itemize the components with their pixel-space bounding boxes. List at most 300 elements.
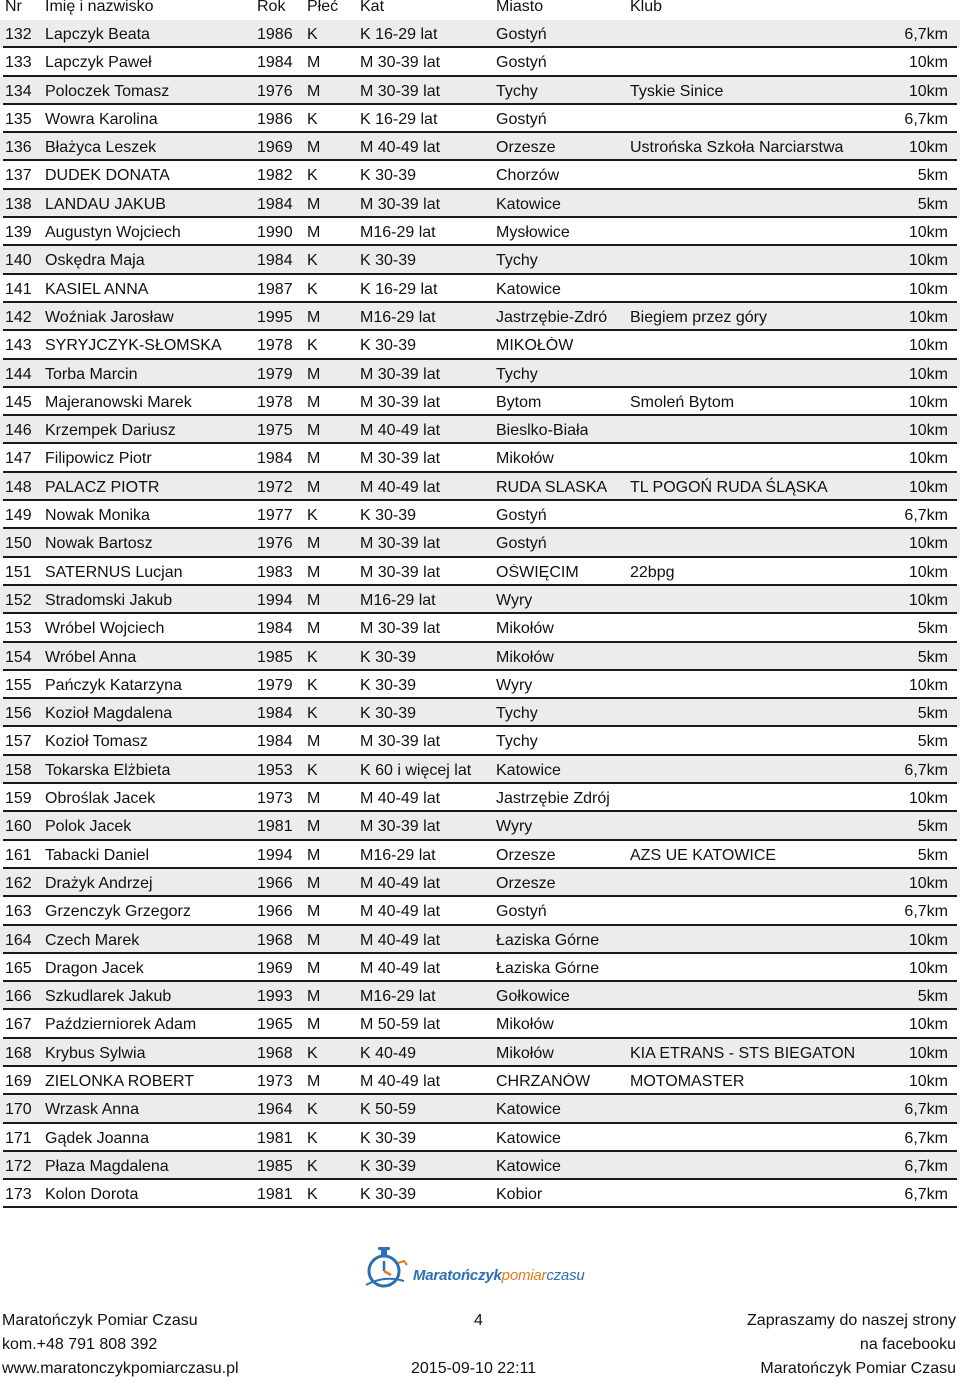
cell-city: Orzesze xyxy=(496,846,556,864)
table-row xyxy=(0,727,960,755)
cell-distance: 6,7km xyxy=(904,507,948,525)
footer-website: www.maratonczykpomiarczasu.pl xyxy=(2,1360,239,1377)
cell-name: Stradomski Jakub xyxy=(45,591,173,609)
cell-nr: 171 xyxy=(5,1129,32,1147)
cell-sex: M xyxy=(307,422,321,440)
table-row xyxy=(0,529,960,557)
cell-city: Gostyń xyxy=(496,26,547,43)
cell-year: 1987 xyxy=(257,280,293,298)
table-row xyxy=(0,614,960,642)
cell-year: 1994 xyxy=(257,846,293,864)
cell-city: Tychy xyxy=(496,252,538,270)
table-row xyxy=(0,133,960,161)
cell-sex: K xyxy=(307,252,318,270)
cell-year: 1993 xyxy=(257,988,293,1006)
table-row xyxy=(0,1180,960,1208)
cell-year: 1983 xyxy=(257,563,293,581)
cell-year: 1981 xyxy=(257,818,293,836)
cell-category: M 40-49 lat xyxy=(360,903,441,921)
cell-nr: 168 xyxy=(5,1044,32,1062)
cell-nr: 158 xyxy=(5,761,32,779)
cell-name: KASIEL ANNA xyxy=(45,280,149,298)
cell-year: 1979 xyxy=(257,676,293,694)
cell-city: OŚWIĘCIM xyxy=(496,563,579,581)
cell-distance: 5km xyxy=(917,846,948,864)
cell-nr: 143 xyxy=(5,337,32,355)
cell-distance: 10km xyxy=(908,280,948,298)
cell-club: Tyskie Sinice xyxy=(630,82,724,100)
cell-sex: M xyxy=(307,535,321,553)
cell-name: Kolon Dorota xyxy=(45,1186,139,1204)
cell-nr: 141 xyxy=(5,280,32,298)
footer-invite: Zapraszamy do naszej strony xyxy=(747,1312,956,1329)
cell-sex: M xyxy=(307,195,321,213)
cell-sex: K xyxy=(307,676,318,694)
cell-name: Krzempek Dariusz xyxy=(45,422,176,440)
table-row xyxy=(0,48,960,76)
cell-category: M 40-49 lat xyxy=(360,139,441,157)
cell-sex: M xyxy=(307,1016,321,1034)
cell-sex: M xyxy=(307,224,321,242)
table-row xyxy=(0,444,960,472)
cell-club: Ustrońska Szkoła Narciarstwa xyxy=(630,139,844,157)
cell-name: Kozioł Magdalena xyxy=(45,705,173,723)
table-header xyxy=(0,0,960,20)
cell-name: Wrzask Anna xyxy=(45,1101,139,1119)
header-year: Rok xyxy=(257,0,286,15)
cell-category: M 40-49 lat xyxy=(360,422,441,440)
cell-sex: M xyxy=(307,988,321,1006)
cell-distance: 10km xyxy=(908,790,948,808)
header-city: Miasto xyxy=(496,0,544,15)
cell-year: 1984 xyxy=(257,252,293,270)
cell-nr: 155 xyxy=(5,676,32,694)
cell-distance: 6,7km xyxy=(904,26,948,43)
cell-distance: 10km xyxy=(908,422,948,440)
table-row xyxy=(0,77,960,105)
cell-sex: K xyxy=(307,1186,318,1204)
cell-name: Augustyn Wojciech xyxy=(45,224,181,242)
cell-sex: K xyxy=(307,1044,318,1062)
table-row xyxy=(0,161,960,189)
cell-year: 1976 xyxy=(257,535,293,553)
cell-name: Majeranowski Marek xyxy=(45,393,192,411)
cell-nr: 149 xyxy=(5,507,32,525)
cell-sex: M xyxy=(307,874,321,892)
cell-year: 1978 xyxy=(257,393,293,411)
cell-city: Łaziska Górne xyxy=(496,959,600,977)
cell-sex: M xyxy=(307,620,321,638)
cell-city: Jastrzębie-Zdró xyxy=(496,308,608,326)
cell-sex: K xyxy=(307,1101,318,1119)
cell-sex: M xyxy=(307,1072,321,1090)
cell-name: LANDAU JAKUB xyxy=(45,195,166,213)
cell-city: Mikołów xyxy=(496,620,554,638)
footer-facebook: na facebooku xyxy=(859,1336,956,1353)
cell-year: 1977 xyxy=(257,507,293,525)
table-row xyxy=(0,897,960,925)
cell-sex: K xyxy=(307,280,318,298)
cell-city: Katowice xyxy=(496,1129,561,1147)
cell-distance: 10km xyxy=(908,931,948,949)
cell-year: 1994 xyxy=(257,591,293,609)
cell-name: Wróbel Wojciech xyxy=(45,620,165,638)
cell-city: Gostyń xyxy=(496,110,547,128)
cell-category: M 40-49 lat xyxy=(360,478,441,496)
table-row xyxy=(0,1124,960,1152)
table-row xyxy=(0,1039,960,1067)
cell-year: 1973 xyxy=(257,790,293,808)
cell-name: Tokarska Elżbieta xyxy=(45,761,171,779)
cell-sex: M xyxy=(307,733,321,751)
cell-distance: 10km xyxy=(908,959,948,977)
cell-distance: 10km xyxy=(908,676,948,694)
header-club: Klub xyxy=(630,0,663,15)
cell-city: Wyry xyxy=(496,676,533,694)
cell-year: 1986 xyxy=(257,26,293,43)
cell-sex: M xyxy=(307,818,321,836)
cell-year: 1964 xyxy=(257,1101,293,1119)
cell-city: Jastrzębie Zdrój xyxy=(496,790,610,808)
cell-category: M 30-39 lat xyxy=(360,620,441,638)
cell-sex: M xyxy=(307,846,321,864)
cell-distance: 10km xyxy=(908,535,948,553)
table-row xyxy=(0,246,960,274)
header-name: Imię i nazwisko xyxy=(45,0,154,15)
cell-sex: K xyxy=(307,705,318,723)
cell-year: 1986 xyxy=(257,110,293,128)
cell-city: Bieslko-Biała xyxy=(496,422,589,440)
cell-city: Bytom xyxy=(496,393,542,411)
cell-city: Gostyń xyxy=(496,535,547,553)
cell-category: M16-29 lat xyxy=(360,308,436,326)
cell-category: M 50-59 lat xyxy=(360,1016,441,1034)
cell-sex: M xyxy=(307,478,321,496)
cell-name: DUDEK DONATA xyxy=(45,167,170,185)
cell-distance: 10km xyxy=(908,1016,948,1034)
cell-name: Poloczek Tomasz xyxy=(45,82,170,100)
table-row xyxy=(0,501,960,529)
page-number: 4 xyxy=(474,1312,483,1329)
cell-year: 1953 xyxy=(257,761,293,779)
cell-nr: 169 xyxy=(5,1072,32,1090)
cell-category: K 16-29 lat xyxy=(360,110,438,128)
cell-year: 1984 xyxy=(257,620,293,638)
cell-nr: 173 xyxy=(5,1186,32,1204)
cell-city: Katowice xyxy=(496,1101,561,1119)
cell-nr: 167 xyxy=(5,1016,32,1034)
footer-datetime: 2015-09-10 22:11 xyxy=(411,1360,537,1377)
cell-name: Nowak Monika xyxy=(45,507,150,525)
cell-category: M 40-49 lat xyxy=(360,1072,441,1090)
cell-nr: 159 xyxy=(5,790,32,808)
header-sex: Płeć xyxy=(307,0,339,15)
cell-year: 1982 xyxy=(257,167,293,185)
table-row xyxy=(0,1095,960,1123)
cell-city: Tychy xyxy=(496,733,538,751)
table-row xyxy=(0,586,960,614)
cell-year: 1966 xyxy=(257,903,293,921)
cell-category: M16-29 lat xyxy=(360,988,436,1006)
table-row xyxy=(0,671,960,699)
table-row xyxy=(0,1152,960,1180)
cell-sex: K xyxy=(307,1157,318,1175)
cell-name: Wróbel Anna xyxy=(45,648,137,666)
cell-city: CHRZANÓW xyxy=(496,1072,591,1090)
cell-nr: 153 xyxy=(5,620,32,638)
cell-city: Tychy xyxy=(496,705,538,723)
table-row xyxy=(0,331,960,359)
cell-category: M 30-39 lat xyxy=(360,54,441,72)
cell-distance: 10km xyxy=(908,252,948,270)
cell-distance: 5km xyxy=(917,195,948,213)
cell-city: Łaziska Górne xyxy=(496,931,600,949)
cell-city: Gostyń xyxy=(496,903,547,921)
cell-category: K 30-39 xyxy=(360,1129,417,1147)
cell-sex: M xyxy=(307,393,321,411)
cell-category: M 30-39 lat xyxy=(360,733,441,751)
cell-category: K 40-49 xyxy=(360,1044,417,1062)
cell-name: Filipowicz Piotr xyxy=(45,450,152,468)
cell-city: Mysłowice xyxy=(496,224,570,242)
cell-year: 1965 xyxy=(257,1016,293,1034)
cell-category: K 60 i więcej lat xyxy=(360,761,472,779)
cell-sex: K xyxy=(307,761,318,779)
cell-club: KIA ETRANS - STS BIEGATON xyxy=(630,1044,856,1062)
cell-year: 1984 xyxy=(257,195,293,213)
cell-category: M 40-49 lat xyxy=(360,790,441,808)
cell-club: AZS UE KATOWICE xyxy=(630,846,777,864)
cell-category: M 30-39 lat xyxy=(360,450,441,468)
cell-nr: 132 xyxy=(5,26,32,43)
cell-city: RUDA SLASKA xyxy=(496,478,608,496)
cell-sex: M xyxy=(307,790,321,808)
cell-city: Katowice xyxy=(496,1157,561,1175)
table-row xyxy=(0,1010,960,1038)
cell-distance: 6,7km xyxy=(904,110,948,128)
cell-name: Gądek Joanna xyxy=(45,1129,150,1147)
cell-category: M 40-49 lat xyxy=(360,959,441,977)
cell-club: Biegiem przez góry xyxy=(630,308,767,326)
cell-nr: 139 xyxy=(5,224,32,242)
cell-nr: 144 xyxy=(5,365,32,383)
cell-category: M 40-49 lat xyxy=(360,931,441,949)
cell-year: 1975 xyxy=(257,422,293,440)
cell-distance: 10km xyxy=(908,874,948,892)
logo-text xyxy=(413,1267,585,1284)
cell-distance: 6,7km xyxy=(904,1129,948,1147)
cell-distance: 5km xyxy=(917,818,948,836)
cell-category: K 30-39 xyxy=(360,648,417,666)
cell-name: Drażyk Andrzej xyxy=(45,874,153,892)
cell-distance: 10km xyxy=(908,54,948,72)
table-row xyxy=(0,190,960,218)
cell-name: Czech Marek xyxy=(45,931,140,949)
cell-city: Mikołów xyxy=(496,648,554,666)
cell-distance: 10km xyxy=(908,563,948,581)
cell-year: 1981 xyxy=(257,1186,293,1204)
cell-distance: 10km xyxy=(908,1072,948,1090)
cell-nr: 165 xyxy=(5,959,32,977)
cell-sex: M xyxy=(307,450,321,468)
cell-distance: 10km xyxy=(908,365,948,383)
cell-distance: 10km xyxy=(908,139,948,157)
cell-name: Torba Marcin xyxy=(45,365,138,383)
cell-nr: 134 xyxy=(5,82,32,100)
cell-category: M 30-39 lat xyxy=(360,818,441,836)
table-row xyxy=(0,416,960,444)
cell-category: K 16-29 lat xyxy=(360,280,438,298)
table-row xyxy=(0,218,960,246)
cell-category: K 30-39 xyxy=(360,337,417,355)
cell-sex: K xyxy=(307,1129,318,1147)
cell-year: 1969 xyxy=(257,139,293,157)
cell-category: K 30-39 xyxy=(360,167,417,185)
cell-distance: 5km xyxy=(917,988,948,1006)
cell-category: M 30-39 lat xyxy=(360,393,441,411)
cell-nr: 145 xyxy=(5,393,32,411)
cell-city: Wyry xyxy=(496,818,533,836)
cell-year: 1995 xyxy=(257,308,293,326)
cell-nr: 161 xyxy=(5,846,32,864)
cell-year: 1979 xyxy=(257,365,293,383)
cell-sex: K xyxy=(307,337,318,355)
cell-name: Szkudlarek Jakub xyxy=(45,988,172,1006)
cell-city: Katowice xyxy=(496,280,561,298)
cell-year: 1969 xyxy=(257,959,293,977)
table-row xyxy=(0,20,960,48)
cell-year: 1978 xyxy=(257,337,293,355)
cell-name: Tabacki Daniel xyxy=(45,846,150,864)
cell-distance: 5km xyxy=(917,648,948,666)
cell-nr: 160 xyxy=(5,818,32,836)
cell-city: Tychy xyxy=(496,82,538,100)
cell-category: M16-29 lat xyxy=(360,591,436,609)
results-table xyxy=(0,20,960,1208)
cell-category: K 30-39 xyxy=(360,252,417,270)
cell-year: 1973 xyxy=(257,1072,293,1090)
logo-word-maratonczyk: Maratończyk xyxy=(413,1267,502,1284)
cell-club: MOTOMASTER xyxy=(630,1072,745,1090)
table-row xyxy=(0,643,960,671)
cell-city: Orzesze xyxy=(496,874,556,892)
cell-category: M16-29 lat xyxy=(360,846,436,864)
cell-category: M 30-39 lat xyxy=(360,365,441,383)
cell-nr: 150 xyxy=(5,535,32,553)
cell-name: SYRYJCZYK-SŁOMSKA xyxy=(45,337,222,355)
cell-category: M16-29 lat xyxy=(360,224,436,242)
cell-distance: 10km xyxy=(908,591,948,609)
cell-club: Smoleń Bytom xyxy=(630,393,735,411)
cell-year: 1976 xyxy=(257,82,293,100)
cell-sex: M xyxy=(307,139,321,157)
cell-name: Dragon Jacek xyxy=(45,959,144,977)
cell-name: Pańczyk Katarzyna xyxy=(45,676,182,694)
cell-distance: 10km xyxy=(908,224,948,242)
cell-category: K 30-39 xyxy=(360,705,417,723)
cell-distance: 6,7km xyxy=(904,903,948,921)
cell-nr: 154 xyxy=(5,648,32,666)
footer-company-right: Maratończyk Pomiar Czasu xyxy=(760,1360,956,1377)
cell-sex: K xyxy=(307,507,318,525)
cell-nr: 133 xyxy=(5,54,32,72)
table-row xyxy=(0,926,960,954)
cell-nr: 156 xyxy=(5,705,32,723)
table-row xyxy=(0,303,960,331)
table-row xyxy=(0,105,960,133)
cell-city: Gostyń xyxy=(496,507,547,525)
cell-sex: M xyxy=(307,54,321,72)
cell-sex: K xyxy=(307,648,318,666)
cell-distance: 10km xyxy=(908,1044,948,1062)
cell-category: K 30-39 xyxy=(360,676,417,694)
cell-city: Kobior xyxy=(496,1186,543,1204)
cell-distance: 10km xyxy=(908,337,948,355)
cell-nr: 140 xyxy=(5,252,32,270)
cell-year: 1981 xyxy=(257,1129,293,1147)
cell-year: 1985 xyxy=(257,648,293,666)
cell-sex: M xyxy=(307,82,321,100)
cell-name: Polok Jacek xyxy=(45,818,132,836)
cell-city: Mikołów xyxy=(496,1016,554,1034)
cell-city: Mikołów xyxy=(496,450,554,468)
cell-sex: M xyxy=(307,903,321,921)
cell-year: 1984 xyxy=(257,54,293,72)
cell-year: 1972 xyxy=(257,478,293,496)
cell-city: Tychy xyxy=(496,365,538,383)
cell-nr: 147 xyxy=(5,450,32,468)
table-row xyxy=(0,699,960,727)
cell-name: ZIELONKA ROBERT xyxy=(45,1072,195,1090)
cell-name: Grzenczyk Grzegorz xyxy=(45,903,191,921)
cell-category: K 16-29 lat xyxy=(360,26,438,43)
logo xyxy=(360,1245,610,1293)
stopwatch-runner-icon xyxy=(360,1245,420,1293)
table-row xyxy=(0,360,960,388)
cell-city: Mikołów xyxy=(496,1044,554,1062)
cell-category: K 30-39 xyxy=(360,507,417,525)
cell-nr: 142 xyxy=(5,308,32,326)
cell-name: Lapczyk Beata xyxy=(45,26,150,43)
cell-distance: 10km xyxy=(908,450,948,468)
cell-sex: K xyxy=(307,110,318,128)
cell-distance: 10km xyxy=(908,82,948,100)
cell-distance: 6,7km xyxy=(904,1101,948,1119)
cell-nr: 172 xyxy=(5,1157,32,1175)
cell-nr: 170 xyxy=(5,1101,32,1119)
cell-city: Chorzów xyxy=(496,167,560,185)
table-row xyxy=(0,275,960,303)
cell-distance: 5km xyxy=(917,733,948,751)
cell-category: M 30-39 lat xyxy=(360,195,441,213)
cell-club: TL POGOŃ RUDA ŚLĄSKA xyxy=(630,478,828,496)
table-row xyxy=(0,841,960,869)
cell-year: 1984 xyxy=(257,450,293,468)
cell-name: Kozioł Tomasz xyxy=(45,733,148,751)
cell-name: Woźniak Jarosław xyxy=(45,308,174,326)
cell-city: Wyry xyxy=(496,591,533,609)
cell-nr: 157 xyxy=(5,733,32,751)
cell-sex: M xyxy=(307,931,321,949)
cell-nr: 162 xyxy=(5,874,32,892)
cell-nr: 136 xyxy=(5,139,32,157)
table-row xyxy=(0,1067,960,1095)
cell-name: Wowra Karolina xyxy=(45,110,158,128)
cell-nr: 151 xyxy=(5,563,32,581)
cell-category: M 30-39 lat xyxy=(360,82,441,100)
table-row xyxy=(0,558,960,586)
cell-nr: 135 xyxy=(5,110,32,128)
